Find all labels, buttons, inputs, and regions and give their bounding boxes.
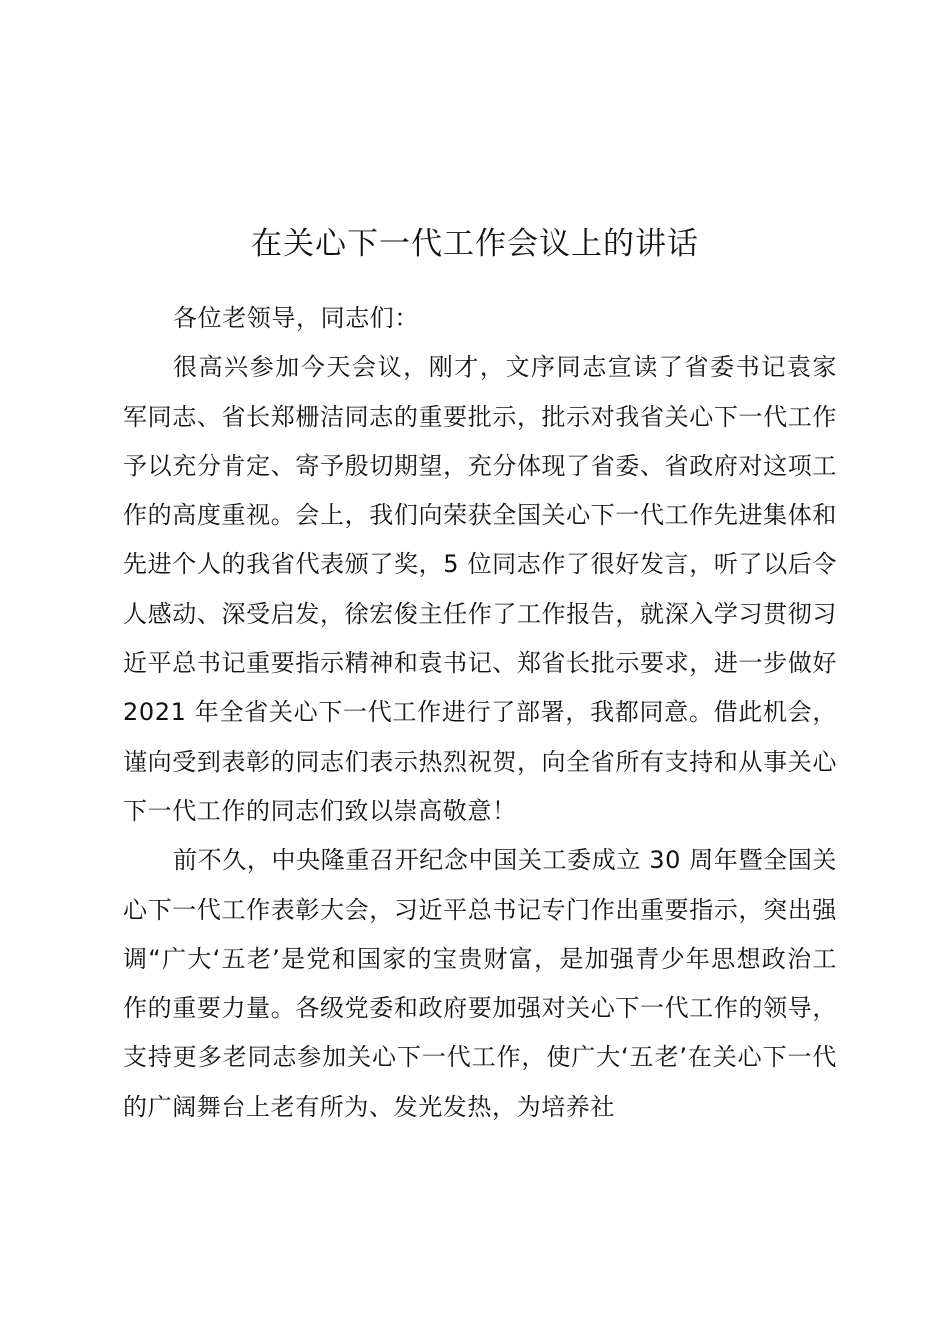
document-title: 在关心下一代工作会议上的讲话 [251,226,699,262]
body-paragraph: 前不久，中央隆重召开纪念中国关工委成立 30 周年暨全国关心下一代工作表彰大会，习近平总书记专门作出重要指示，突出强调“广大‘五老’是党和国家的宝贵财富，是加强青少年思想政治工作的重要力量。各级党委和政府要加强对关心下一代工作的领导，支持更多老同志参加关心下一代工作，使广大‘五老’在关心下一代的广阔舞台上老有所为、发光发热，为培养社 [123,846,837,1121]
document-body [123,294,837,1132]
salutation-paragraph: 各位老领导，同志们： [173,304,419,332]
body-paragraph: 很高兴参加今天会议，刚才，文序同志宣读了省委书记袁家军同志、省长郑栅洁同志的重要批示，批示对我省关心下一代工作予以充分肯定、寄予殷切期望，充分体现了省委、省政府对这项工作的高度重视。会上，我们向荣获全国关心下一代工作先进集体和先进个人的我省代表颁了奖，5 位同志作了很好发言，听了以后令人感动、深受启发，徐宏俊主任作了工作报告，就深入学习贯彻习近平总书记重要指示精神和袁书记、郑省长批示要求，进一步做好 2021 年全省关心下一代工作进行了部署，我都同意。借此机会，谨向受到表彰的同志们表示热烈祝贺，向全省所有支持和从事关心下一代工作的同志们致以崇高敬意！ [123,353,837,825]
